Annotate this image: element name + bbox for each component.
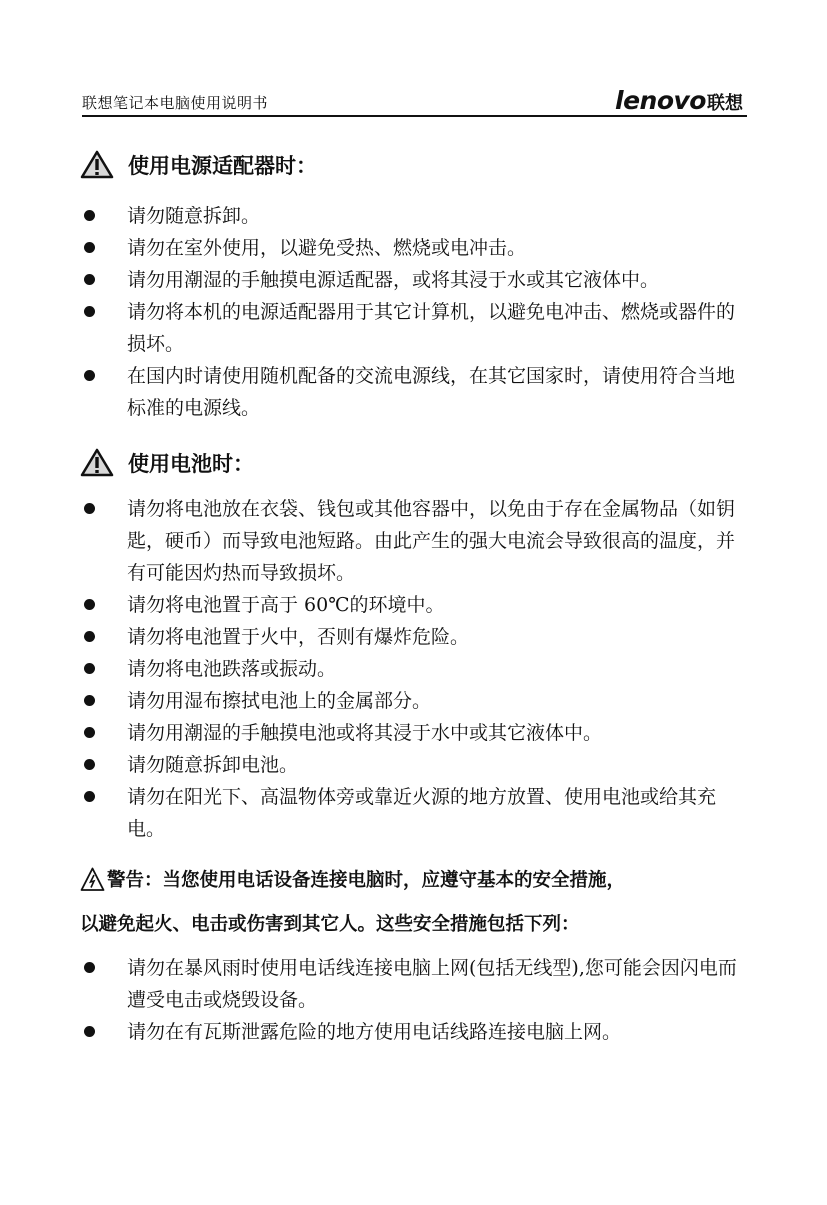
list-item: 请勿在有瓦斯泄露危险的地方使用电话线路连接电脑上网。: [82, 1016, 747, 1048]
list-item: 请勿用湿布擦拭电池上的金属部分。: [82, 685, 747, 717]
list-item: 请勿将电池置于火中，否则有爆炸危险。: [82, 621, 747, 653]
warning-line-2: 以避免起火、电击或伤害到其它人。这些安全措施包括下列：: [80, 914, 580, 935]
section-heading-battery: [80, 448, 254, 478]
list-item: 请勿在暴风雨时使用电话线连接电脑上网(包括无线型),您可能会因闪电而遭受电击或烧毁设备。: [82, 952, 747, 1016]
electric-hazard-icon: [80, 867, 105, 892]
list-item: 请勿将电池置于高于 60℃的环境中。: [82, 589, 747, 621]
bullet-icon: [84, 599, 95, 610]
list-item: 请勿随意拆卸电池。: [82, 749, 747, 781]
list-item: 请勿将电池跌落或振动。: [82, 653, 747, 685]
list-item: 请勿用潮湿的手触摸电源适配器，或将其浸于水或其它液体中。: [82, 264, 747, 296]
bullet-icon: [84, 663, 95, 674]
warning-triangle-icon: [80, 150, 114, 180]
warning-line-1: 警告：当您使用电话设备连接电脑时，应遵守基本的安全措施，: [80, 866, 625, 892]
adapter-list: [82, 200, 747, 424]
list-item: 请勿将本机的电源适配器用于其它计算机，以避免电冲击、燃烧或器件的损坏。: [82, 296, 747, 360]
warning-triangle-icon: [80, 448, 114, 478]
list-item: 请勿随意拆卸。: [82, 200, 747, 232]
list-item: 请勿在阳光下、高温物体旁或靠近火源的地方放置、使用电池或给其充电。: [82, 781, 747, 845]
bullet-icon: [84, 210, 95, 221]
list-item: 在国内时请使用随机配备的交流电源线，在其它国家时，请使用符合当地标准的电源线。: [82, 360, 747, 424]
bullet-icon: [84, 306, 95, 317]
bullet-icon: [84, 370, 95, 381]
header-divider: [82, 115, 747, 117]
bullet-icon: [84, 759, 95, 770]
bullet-icon: [84, 242, 95, 253]
section-title: 使用电池时：: [128, 452, 254, 476]
bullet-icon: [84, 727, 95, 738]
bullet-icon: [84, 962, 95, 973]
list-item: 请勿用潮湿的手触摸电池或将其浸于水中或其它液体中。: [82, 717, 747, 749]
list-item: 请勿在室外使用，以避免受热、燃烧或电冲击。: [82, 232, 747, 264]
bullet-icon: [84, 274, 95, 285]
section-heading-adapter: [80, 150, 317, 180]
lenovo-logo: [615, 86, 743, 115]
bullet-icon: [84, 503, 95, 514]
logo-chinese: 联想: [707, 93, 743, 114]
document-title: 联想笔记本电脑使用说明书: [82, 94, 269, 112]
bullet-icon: [84, 695, 95, 706]
logo-wordmark: lenovo: [615, 86, 706, 115]
bullet-icon: [84, 631, 95, 642]
list-item: 请勿将电池放在衣袋、钱包或其他容器中，以免由于存在金属物品（如钥匙，硬币）而导致电池短路。由此产生的强大电流会导致很高的温度，并有可能因灼热而导致损坏。: [82, 493, 747, 589]
telephone-list: [82, 952, 747, 1048]
section-title: 使用电源适配器时：: [128, 154, 317, 178]
battery-list: [82, 493, 747, 845]
bullet-icon: [84, 791, 95, 802]
bullet-icon: [84, 1026, 95, 1037]
